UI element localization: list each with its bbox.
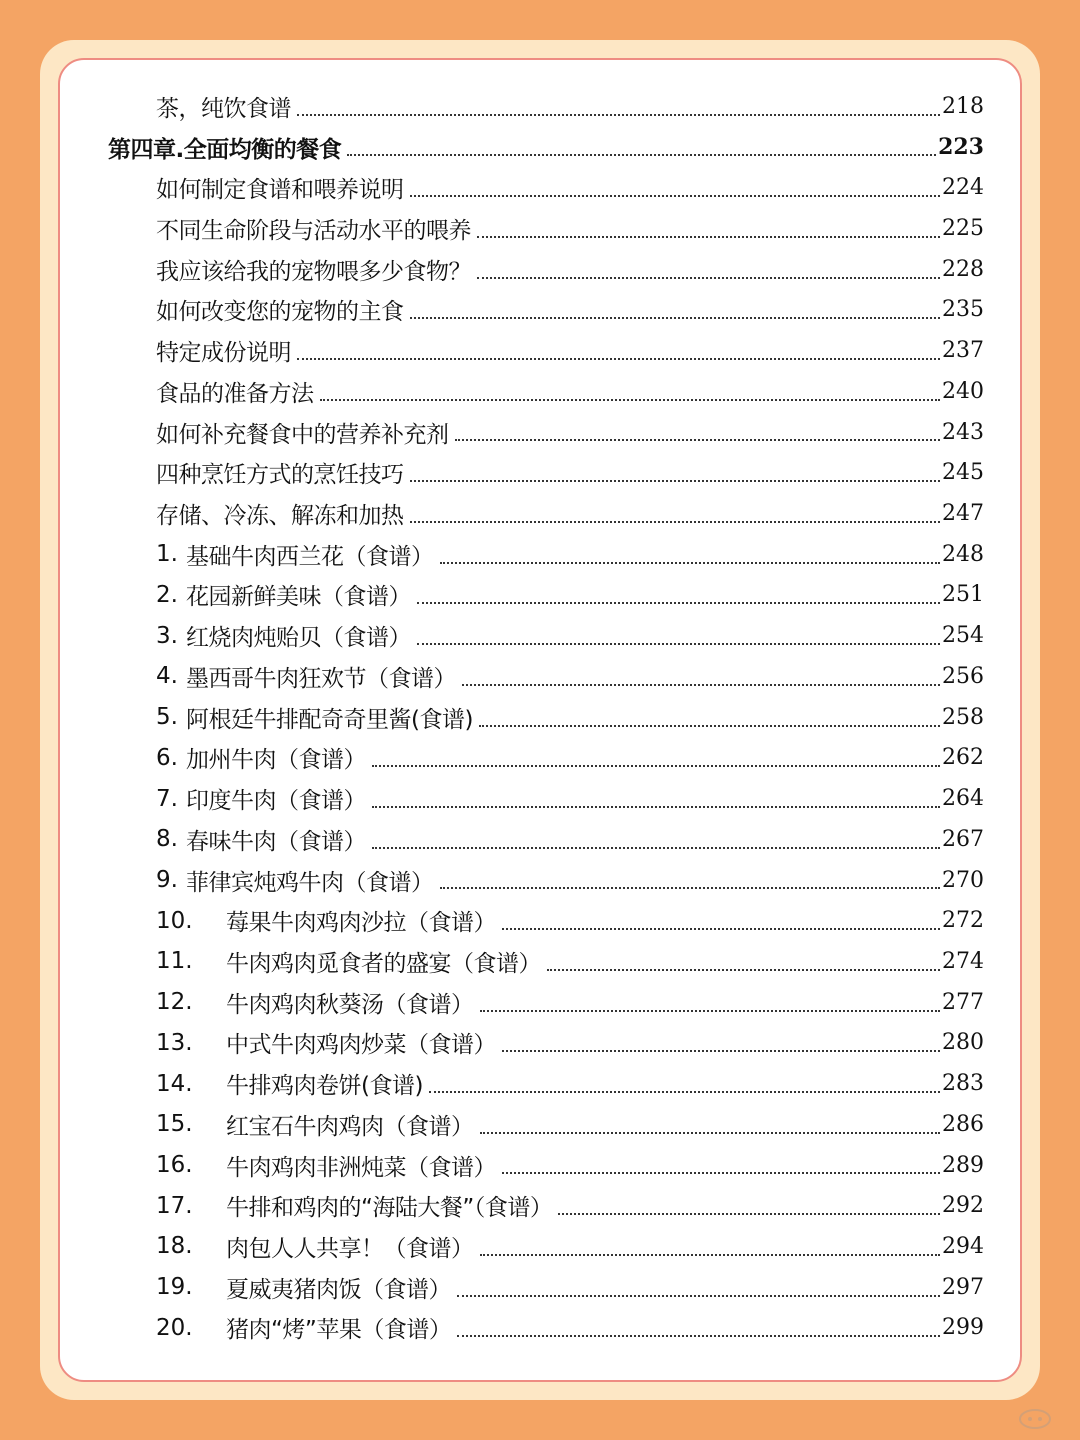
toc-entry-row[interactable] (108, 534, 984, 575)
dot-leader (417, 642, 940, 645)
toc-entry-title: 第四章.全面均衡的餐食 (108, 136, 342, 163)
toc-page-number: 225 (942, 216, 984, 242)
toc-entry-number: 2. (156, 581, 178, 608)
dot-leader (547, 968, 940, 971)
toc-page-number: 248 (942, 541, 984, 567)
toc-page-number: 218 (942, 93, 984, 119)
toc-page-number: 237 (942, 338, 984, 364)
toc-entry-row[interactable] (108, 1145, 984, 1186)
toc-entry-number: 12. (156, 989, 193, 1016)
table-of-contents (108, 86, 984, 1348)
toc-entry-title: 肉包人人共享！（食谱） (226, 1235, 474, 1262)
toc-entry-number: 5. (156, 704, 178, 731)
toc-entry-number: 11. (156, 948, 193, 975)
toc-entry-title: 阿根廷牛排配奇奇里酱(食谱) (186, 706, 473, 733)
dot-leader (297, 357, 940, 360)
toc-entry-title: 四种烹饪方式的烹饪技巧 (156, 462, 404, 489)
toc-page-number: 280 (942, 1030, 984, 1056)
toc-entry-title: 我应该给我的宠物喂多少食物？ (156, 258, 471, 285)
toc-entry-title: 牛肉鸡肉非洲炖菜（食谱） (226, 1154, 496, 1181)
dot-leader (372, 846, 940, 849)
toc-entry-number: 10. (156, 907, 193, 934)
toc-page-number: 283 (942, 1071, 984, 1097)
toc-entry-row[interactable] (108, 900, 984, 941)
toc-page-number: 289 (942, 1152, 984, 1178)
toc-entry-row[interactable] (108, 697, 984, 738)
toc-entry-title: 牛排和鸡肉的“海陆大餐”（食谱） (226, 1195, 553, 1222)
toc-page-number: 258 (942, 704, 984, 730)
dot-leader (477, 276, 940, 279)
toc-entry-row[interactable] (108, 1023, 984, 1064)
toc-entry-row[interactable] (108, 412, 984, 453)
toc-entry-title: 花园新鲜美味（食谱） (186, 584, 411, 611)
dot-leader (410, 520, 941, 523)
toc-page-number: 254 (942, 623, 984, 649)
toc-entry-number: 19. (156, 1274, 193, 1301)
toc-entry-row[interactable] (108, 452, 984, 493)
toc-entry-row[interactable] (108, 1063, 984, 1104)
toc-page-number: 270 (942, 867, 984, 893)
toc-entry-row[interactable] (108, 778, 984, 819)
toc-entry-row[interactable] (108, 290, 984, 331)
toc-entry-title: 红宝石牛肉鸡肉（食谱） (226, 1113, 474, 1140)
toc-entry-number: 4. (156, 663, 178, 690)
dot-leader (480, 1131, 941, 1134)
toc-entry-number: 16. (156, 1152, 193, 1179)
toc-entry-row[interactable] (108, 249, 984, 290)
toc-entry-row[interactable] (108, 1267, 984, 1308)
dot-leader (462, 683, 940, 686)
dot-leader (417, 601, 940, 604)
toc-page-number: 243 (942, 419, 984, 445)
toc-entry-row[interactable] (108, 738, 984, 779)
toc-page-number: 251 (942, 582, 984, 608)
toc-entry-title: 基础牛肉西兰花（食谱） (186, 543, 434, 570)
toc-entry-title: 印度牛肉（食谱） (186, 788, 366, 815)
toc-entry-number: 14. (156, 1070, 193, 1097)
toc-entry-number: 3. (156, 622, 178, 649)
dot-leader (479, 724, 940, 727)
toc-page-number: 240 (942, 378, 984, 404)
toc-entry-number: 7. (156, 785, 178, 812)
dot-leader (502, 1049, 940, 1052)
toc-entry-row[interactable] (108, 656, 984, 697)
toc-entry-title: 如何制定食谱和喂养说明 (156, 177, 404, 204)
toc-chapter-row[interactable] (108, 127, 984, 168)
dot-leader (457, 1334, 940, 1337)
dot-leader (502, 1171, 940, 1174)
toc-entry-title: 莓果牛肉鸡肉沙拉（食谱） (226, 910, 496, 937)
toc-page-number: 245 (942, 460, 984, 486)
toc-entry-row[interactable] (108, 1104, 984, 1145)
dot-leader (320, 398, 941, 401)
toc-page-number: 277 (942, 989, 984, 1015)
toc-page-number: 262 (942, 745, 984, 771)
toc-page-number: 294 (942, 1233, 984, 1259)
toc-page-number: 297 (942, 1274, 984, 1300)
toc-entry-title: 夏威夷猪肉饭（食谱） (226, 1276, 451, 1303)
toc-page-number: 272 (942, 908, 984, 934)
dot-leader (440, 886, 941, 889)
toc-entry-row[interactable] (108, 167, 984, 208)
toc-entry-title: 如何补充餐食中的营养补充剂 (156, 421, 449, 448)
toc-entry-title: 食品的准备方法 (156, 380, 314, 407)
toc-entry-row[interactable] (108, 371, 984, 412)
toc-entry-title: 存储、冷冻、解冻和加热 (156, 503, 404, 530)
toc-entry-row[interactable] (108, 941, 984, 982)
dot-leader (410, 479, 941, 482)
toc-entry-number: 15. (156, 1111, 193, 1138)
toc-entry-title: 中式牛肉鸡肉炒菜（食谱） (226, 1032, 496, 1059)
toc-entry-row[interactable] (108, 208, 984, 249)
dot-leader (558, 1212, 940, 1215)
toc-entry-title: 牛排鸡肉卷饼(食谱) (226, 1073, 423, 1100)
dot-leader (477, 235, 940, 238)
toc-page-number: 228 (942, 256, 984, 282)
toc-page-number: 267 (942, 826, 984, 852)
toc-page-number: 235 (942, 297, 984, 323)
toc-entry-title: 不同生命阶段与活动水平的喂养 (156, 218, 471, 245)
dot-leader (502, 927, 940, 930)
toc-entry-title: 牛肉鸡肉秋葵汤（食谱） (226, 991, 474, 1018)
toc-entry-row[interactable] (108, 615, 984, 656)
toc-entry-row[interactable] (108, 982, 984, 1023)
dot-leader (480, 1253, 941, 1256)
toc-entry-row[interactable] (108, 330, 984, 371)
toc-entry-row[interactable] (108, 1226, 984, 1267)
toc-entry-row[interactable] (108, 86, 984, 127)
dot-leader (372, 764, 940, 767)
dot-leader (457, 1294, 940, 1297)
toc-entry-row[interactable] (108, 493, 984, 534)
dot-leader (429, 1090, 940, 1093)
toc-entry-number: 17. (156, 1192, 193, 1219)
toc-entry-row[interactable] (108, 860, 984, 901)
dot-leader (410, 194, 941, 197)
toc-entry-title: 牛肉鸡肉觅食者的盛宴（食谱） (226, 950, 541, 977)
toc-entry-title: 菲律宾炖鸡牛肉（食谱） (186, 869, 434, 896)
dot-leader (297, 113, 940, 116)
toc-entry-title: 猪肉“烤”苹果（食谱） (226, 1317, 452, 1344)
toc-page-number: 286 (942, 1111, 984, 1137)
dot-leader (440, 561, 941, 564)
toc-entry-title: 特定成份说明 (156, 340, 291, 367)
dot-leader (455, 438, 941, 441)
watermark-icon (1018, 1408, 1052, 1430)
toc-entry-title: 茶，纯饮食谱 (156, 95, 291, 122)
toc-entry-title: 加州牛肉（食谱） (186, 747, 366, 774)
toc-page-number: 299 (942, 1315, 984, 1341)
toc-entry-row[interactable] (108, 575, 984, 616)
toc-page-number: 256 (942, 663, 984, 689)
toc-entry-number: 8. (156, 826, 178, 853)
toc-entry-title: 如何改变您的宠物的主食 (156, 299, 404, 326)
dot-leader (410, 316, 941, 319)
toc-page-number: 292 (942, 1193, 984, 1219)
toc-page-number: 224 (942, 175, 984, 201)
dot-leader (347, 153, 936, 156)
dot-leader (372, 805, 940, 808)
toc-entry-row[interactable] (108, 819, 984, 860)
toc-entry-row[interactable] (108, 1185, 984, 1226)
toc-entry-number: 18. (156, 1233, 193, 1260)
toc-page-number: 247 (942, 501, 984, 527)
toc-entry-number: 6. (156, 744, 178, 771)
toc-entry-row[interactable] (108, 1308, 984, 1349)
toc-entry-number: 1. (156, 541, 178, 568)
toc-entry-number: 9. (156, 867, 178, 894)
dot-leader (480, 1009, 941, 1012)
toc-entry-title: 红烧肉炖贻贝（食谱） (186, 625, 411, 652)
toc-entry-number: 13. (156, 1029, 193, 1056)
toc-entry-title: 春味牛肉（食谱） (186, 828, 366, 855)
toc-page-number: 274 (942, 948, 984, 974)
toc-entry-title: 墨西哥牛肉狂欢节（食谱） (186, 665, 456, 692)
toc-page-number: 264 (942, 786, 984, 812)
toc-page-number: 223 (938, 134, 984, 161)
toc-entry-number: 20. (156, 1314, 193, 1341)
